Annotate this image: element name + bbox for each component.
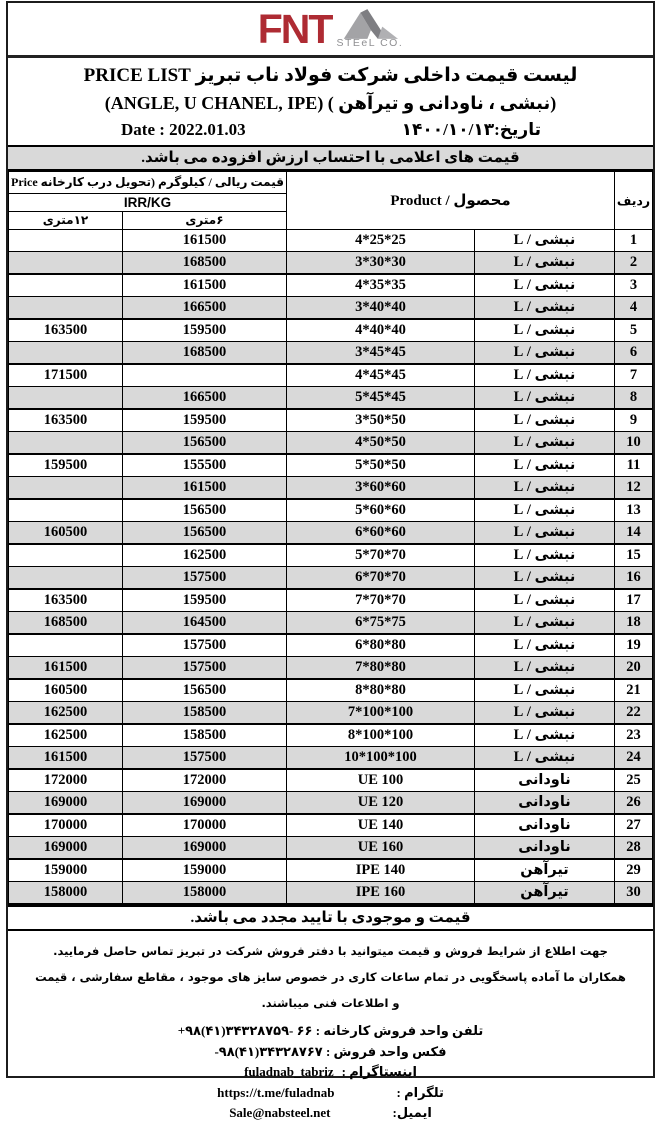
cell-row-number: 25 xyxy=(615,769,653,792)
cell-row-number: 19 xyxy=(615,634,653,657)
date-gregorian: Date : 2022.01.03 xyxy=(121,120,246,139)
table-row xyxy=(9,814,653,837)
table-row xyxy=(9,477,653,500)
header-product: محصول / Product xyxy=(286,172,614,230)
cell-price-6m: 166500 xyxy=(122,387,286,410)
cell-row-number: 11 xyxy=(615,454,653,477)
cell-row-number: 28 xyxy=(615,837,653,860)
cell-product-type: نبشی / L xyxy=(475,432,615,455)
cell-row-number: 24 xyxy=(615,747,653,770)
cell-price-6m: 159500 xyxy=(122,409,286,432)
logo-text-fnt: FNT xyxy=(257,6,332,52)
cell-row-number: 17 xyxy=(615,589,653,612)
cell-product-type: نبشی / L xyxy=(475,252,615,275)
fax-line: فکس واحد فروش : ۳۴۳۲۸۷۶۷(۴۱)۹۸- xyxy=(214,1043,447,1059)
footer-paragraph: جهت اطلاع از شرایط فروش و قیمت میتوانید با دفتر فروش شرکت در تبریز تماس حاصل فرمایید. همکاران ما آماده پاسخگویی در تمام ساعات کاری در خصوص سایز های موجود ، مقاطع سفارشی ، قیمت و اطلاعات فنی میباشند. xyxy=(35,944,626,1010)
price-table-body xyxy=(9,230,653,905)
cell-size: 30*30*3 xyxy=(286,252,474,275)
table-row xyxy=(9,634,653,657)
cell-product-type: تیرآهن xyxy=(475,859,615,882)
cell-price-12m xyxy=(9,342,123,365)
logo-mark xyxy=(336,9,403,49)
cell-product-type: تیرآهن xyxy=(475,882,615,905)
cell-product-type: نبشی / L xyxy=(475,634,615,657)
cell-product-type: نبشی / L xyxy=(475,724,615,747)
cell-price-6m: 156500 xyxy=(122,679,286,702)
cell-size: IPE 140 xyxy=(286,859,474,882)
telegram-label: تلگرام : xyxy=(396,1084,444,1100)
header-price-title: قیمت ریالی / کیلوگرم (تحویل درب کارخانه Price xyxy=(9,172,287,194)
cell-row-number: 20 xyxy=(615,657,653,680)
cell-product-type: ناودانی xyxy=(475,837,615,860)
document-subtitle: (نبشی ، ناودانی و تیرآهن ) (ANGLE, U CHANEL, IPE) xyxy=(104,93,557,113)
table-row xyxy=(9,657,653,680)
cell-size: 35*35*4 xyxy=(286,274,474,297)
cell-price-6m: 158500 xyxy=(122,724,286,747)
cell-product-type: نبشی / L xyxy=(475,274,615,297)
telegram-line xyxy=(18,1083,643,1104)
cell-price-12m: 163500 xyxy=(9,409,123,432)
cell-price-12m xyxy=(9,499,123,522)
cell-price-12m xyxy=(9,567,123,590)
cell-price-12m: 160500 xyxy=(9,522,123,545)
cell-size: 80*80*7 xyxy=(286,657,474,680)
table-row xyxy=(9,342,653,365)
phone-line: تلفن واحد فروش کارخانه : ۶۶ -۳۴۳۲۸۷۵۹(۴۱)۹۸+ xyxy=(177,1023,484,1038)
cell-size: 75*75*6 xyxy=(286,612,474,635)
cell-price-12m: 172000 xyxy=(9,769,123,792)
cell-price-6m: 169000 xyxy=(122,792,286,815)
cell-price-12m: 169000 xyxy=(9,837,123,860)
table-row xyxy=(9,432,653,455)
header-row-1 xyxy=(9,172,653,194)
table-row xyxy=(9,364,653,387)
table-row xyxy=(9,522,653,545)
cell-price-6m: 169000 xyxy=(122,837,286,860)
cell-size: UE 120 xyxy=(286,792,474,815)
cell-row-number: 29 xyxy=(615,859,653,882)
cell-price-6m: 172000 xyxy=(122,769,286,792)
cell-row-number: 9 xyxy=(615,409,653,432)
header-col-12m: ۱۲متری xyxy=(9,212,123,230)
cell-product-type: نبشی / L xyxy=(475,297,615,320)
table-row xyxy=(9,409,653,432)
cell-price-6m: 155500 xyxy=(122,454,286,477)
cell-price-6m: 157500 xyxy=(122,657,286,680)
cell-row-number: 22 xyxy=(615,702,653,725)
cell-row-number: 8 xyxy=(615,387,653,410)
table-row xyxy=(9,319,653,342)
header-price-unit: IRR/KG xyxy=(9,194,287,212)
cell-size: 40*40*3 xyxy=(286,297,474,320)
cell-size: 70*70*6 xyxy=(286,567,474,590)
cell-price-12m xyxy=(9,274,123,297)
cell-price-6m: 161500 xyxy=(122,274,286,297)
cell-price-12m: 171500 xyxy=(9,364,123,387)
cell-row-number: 10 xyxy=(615,432,653,455)
cell-price-6m: 170000 xyxy=(122,814,286,837)
title-block xyxy=(8,58,653,143)
table-row xyxy=(9,679,653,702)
cell-size: 70*70*7 xyxy=(286,589,474,612)
header-col-6m: ۶متری xyxy=(122,212,286,230)
cell-price-12m xyxy=(9,544,123,567)
instagram-line xyxy=(18,1062,643,1083)
cell-size: 70*70*5 xyxy=(286,544,474,567)
cell-row-number: 12 xyxy=(615,477,653,500)
cell-size: 60*60*3 xyxy=(286,477,474,500)
document-title: لیست قیمت داخلی شرکت فولاد ناب تبریز PRICE LIST xyxy=(83,65,578,86)
cell-row-number: 21 xyxy=(615,679,653,702)
cell-price-6m: 162500 xyxy=(122,544,286,567)
cell-row-number: 26 xyxy=(615,792,653,815)
cell-price-6m: 159500 xyxy=(122,589,286,612)
cell-product-type: نبشی / L xyxy=(475,679,615,702)
price-table xyxy=(8,171,653,905)
email-line xyxy=(18,1103,643,1124)
cell-size: 60*60*5 xyxy=(286,499,474,522)
cell-price-6m: 157500 xyxy=(122,634,286,657)
table-row xyxy=(9,230,653,252)
document-page xyxy=(6,1,655,1120)
vat-notice-bar: قیمت های اعلامی با احتساب ارزش افزوده می باشد. xyxy=(8,145,653,171)
table-row xyxy=(9,567,653,590)
cell-row-number: 3 xyxy=(615,274,653,297)
instagram-value: fuladnab_tabriz xyxy=(244,1064,334,1079)
cell-price-12m xyxy=(9,477,123,500)
cell-row-number: 16 xyxy=(615,567,653,590)
table-row xyxy=(9,274,653,297)
table-row xyxy=(9,882,653,905)
cell-price-6m: 157500 xyxy=(122,747,286,770)
cell-price-6m: 157500 xyxy=(122,567,286,590)
cell-price-12m: 163500 xyxy=(9,319,123,342)
confirmation-notice-bar: قیمت و موجودی با تایید مجدد می باشد. xyxy=(8,905,653,931)
cell-price-12m: 161500 xyxy=(9,747,123,770)
cell-product-type: نبشی / L xyxy=(475,230,615,252)
table-row xyxy=(9,589,653,612)
cell-product-type: نبشی / L xyxy=(475,477,615,500)
cell-price-6m: 168500 xyxy=(122,252,286,275)
table-row xyxy=(9,747,653,770)
cell-row-number: 18 xyxy=(615,612,653,635)
cell-product-type: نبشی / L xyxy=(475,612,615,635)
cell-product-type: ناودانی xyxy=(475,792,615,815)
cell-price-12m xyxy=(9,230,123,252)
cell-size: 80*80*8 xyxy=(286,679,474,702)
cell-price-12m: 170000 xyxy=(9,814,123,837)
cell-price-6m: 156500 xyxy=(122,522,286,545)
table-row xyxy=(9,769,653,792)
cell-product-type: نبشی / L xyxy=(475,499,615,522)
cell-price-6m: 156500 xyxy=(122,499,286,522)
cell-row-number: 4 xyxy=(615,297,653,320)
cell-product-type: نبشی / L xyxy=(475,567,615,590)
cell-product-type: نبشی / L xyxy=(475,589,615,612)
cell-price-6m: 164500 xyxy=(122,612,286,635)
cell-row-number: 30 xyxy=(615,882,653,905)
cell-price-12m xyxy=(9,297,123,320)
table-row xyxy=(9,724,653,747)
cell-price-6m: 168500 xyxy=(122,342,286,365)
cell-price-6m: 166500 xyxy=(122,297,286,320)
cell-price-12m: 162500 xyxy=(9,702,123,725)
cell-price-12m: 159500 xyxy=(9,454,123,477)
cell-price-12m: 169000 xyxy=(9,792,123,815)
cell-product-type: نبشی / L xyxy=(475,454,615,477)
table-row xyxy=(9,612,653,635)
cell-product-type: نبشی / L xyxy=(475,522,615,545)
cell-product-type: نبشی / L xyxy=(475,702,615,725)
header-row-number: ردیف xyxy=(615,172,653,230)
cell-row-number: 6 xyxy=(615,342,653,365)
cell-product-type: نبشی / L xyxy=(475,747,615,770)
cell-price-12m: 160500 xyxy=(9,679,123,702)
table-row xyxy=(9,859,653,882)
cell-price-12m: 159000 xyxy=(9,859,123,882)
cell-size: 60*60*6 xyxy=(286,522,474,545)
table-row xyxy=(9,252,653,275)
table-row xyxy=(9,544,653,567)
cell-row-number: 7 xyxy=(615,364,653,387)
footer-section xyxy=(8,931,653,1124)
cell-price-12m: 158000 xyxy=(9,882,123,905)
logo-text-steelco: STEeL CO. xyxy=(336,37,404,49)
cell-price-12m xyxy=(9,387,123,410)
cell-size: 50*50*5 xyxy=(286,454,474,477)
cell-size: 100*100*8 xyxy=(286,724,474,747)
cell-price-6m: 159500 xyxy=(122,319,286,342)
cell-size: UE 100 xyxy=(286,769,474,792)
cell-price-6m: 158000 xyxy=(122,882,286,905)
cell-price-12m xyxy=(9,252,123,275)
cell-price-12m: 161500 xyxy=(9,657,123,680)
cell-size: 80*80*6 xyxy=(286,634,474,657)
cell-product-type: ناودانی xyxy=(475,769,615,792)
table-row xyxy=(9,499,653,522)
table-row xyxy=(9,297,653,320)
cell-row-number: 5 xyxy=(615,319,653,342)
price-table-header xyxy=(9,172,653,230)
cell-row-number: 1 xyxy=(615,230,653,252)
cell-price-6m: 159000 xyxy=(122,859,286,882)
cell-price-12m: 168500 xyxy=(9,612,123,635)
table-row xyxy=(9,837,653,860)
cell-size: 50*50*3 xyxy=(286,409,474,432)
cell-price-6m: 158500 xyxy=(122,702,286,725)
cell-price-12m xyxy=(9,634,123,657)
cell-size: 50*50*4 xyxy=(286,432,474,455)
cell-row-number: 14 xyxy=(615,522,653,545)
cell-product-type: نبشی / L xyxy=(475,387,615,410)
cell-row-number: 15 xyxy=(615,544,653,567)
instagram-label: اینستاگرام : xyxy=(341,1064,417,1079)
cell-price-6m: 161500 xyxy=(122,230,286,252)
company-logo xyxy=(257,6,404,52)
date-row xyxy=(8,117,653,143)
telegram-value: https://t.me/fuladnab xyxy=(217,1084,335,1100)
cell-row-number: 23 xyxy=(615,724,653,747)
cell-size: UE 160 xyxy=(286,837,474,860)
cell-size: 100*100*7 xyxy=(286,702,474,725)
mountain-logo-icon xyxy=(342,9,398,39)
email-label: ایمیل: xyxy=(392,1105,432,1120)
cell-size: 45*45*5 xyxy=(286,387,474,410)
cell-row-number: 27 xyxy=(615,814,653,837)
cell-product-type: نبشی / L xyxy=(475,319,615,342)
cell-price-6m xyxy=(122,364,286,387)
cell-size: IPE 160 xyxy=(286,882,474,905)
table-row xyxy=(9,792,653,815)
table-row xyxy=(9,387,653,410)
cell-product-type: نبشی / L xyxy=(475,342,615,365)
cell-product-type: نبشی / L xyxy=(475,364,615,387)
cell-price-12m: 163500 xyxy=(9,589,123,612)
logo-section xyxy=(8,3,653,58)
cell-product-type: نبشی / L xyxy=(475,544,615,567)
email-value: Sale@nabsteel.net xyxy=(229,1105,331,1120)
cell-size: 40*40*4 xyxy=(286,319,474,342)
cell-price-12m: 162500 xyxy=(9,724,123,747)
cell-size: 45*45*3 xyxy=(286,342,474,365)
date-persian: تاریخ:۱۴۰۰/۱۰/۱۳ xyxy=(401,120,541,139)
cell-price-12m xyxy=(9,432,123,455)
cell-size: 100*100*10 xyxy=(286,747,474,770)
cell-product-type: نبشی / L xyxy=(475,657,615,680)
cell-price-6m: 161500 xyxy=(122,477,286,500)
cell-size: UE 140 xyxy=(286,814,474,837)
cell-size: 45*45*4 xyxy=(286,364,474,387)
cell-product-type: ناودانی xyxy=(475,814,615,837)
cell-row-number: 2 xyxy=(615,252,653,275)
cell-product-type: نبشی / L xyxy=(475,409,615,432)
table-row xyxy=(9,454,653,477)
table-row xyxy=(9,702,653,725)
cell-size: 25*25*4 xyxy=(286,230,474,252)
cell-price-6m: 156500 xyxy=(122,432,286,455)
cell-row-number: 13 xyxy=(615,499,653,522)
